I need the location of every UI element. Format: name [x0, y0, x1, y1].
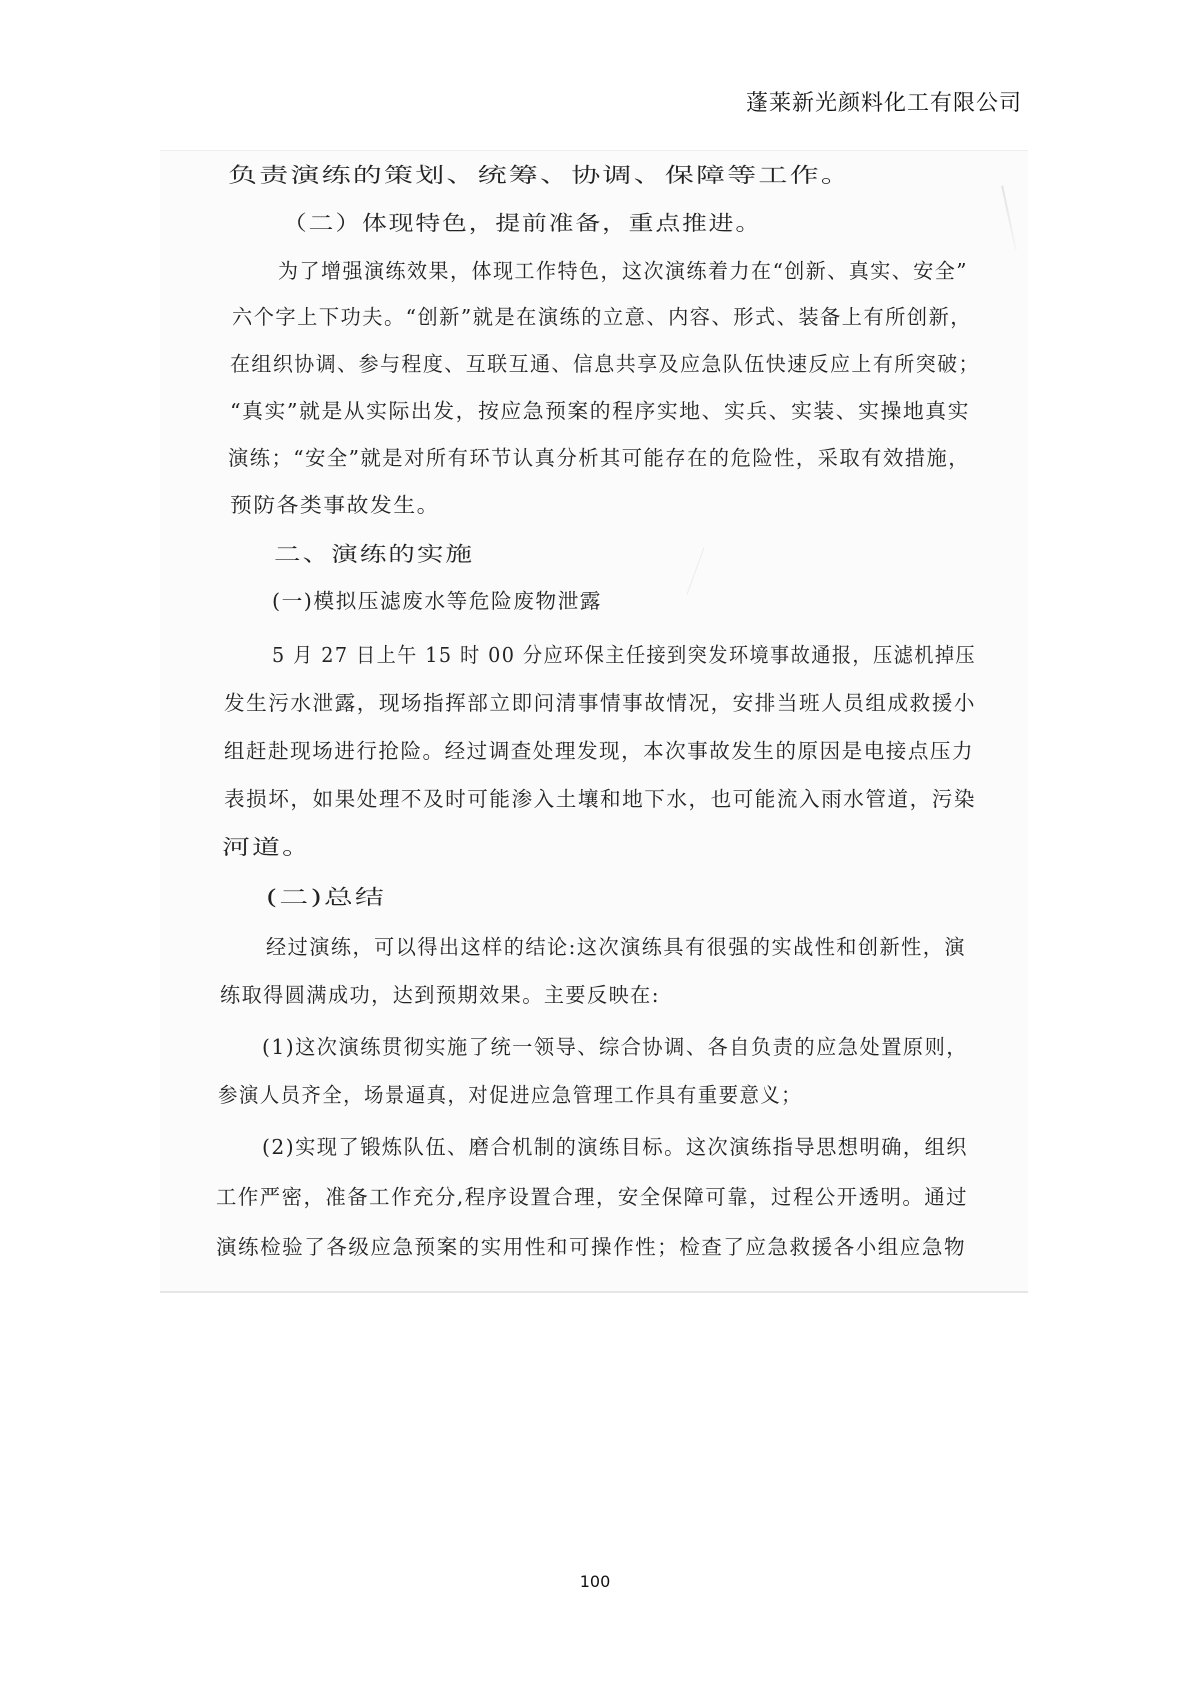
- body-line: 参演人员齐全，场景逼真，对促进应急管理工作具有重要意义；: [218, 1083, 803, 1107]
- body-line: “真实”就是从实际出发，按应急预案的程序实地、实兵、实装、实操地真实: [230, 399, 970, 423]
- body-line: (2)实现了锻炼队伍、磨合机制的演练目标。这次演练指导思想明确，组织: [262, 1135, 969, 1159]
- body-line: 发生污水泄露，现场指挥部立即问清事情事故情况，安排当班人员组成救援小: [224, 691, 976, 715]
- body-line: 5 月 27 日上午 15 时 00 分应环保主任接到突发环境事故通报，压滤机掉压: [272, 643, 977, 667]
- body-line: 演练检验了各级应急预案的实用性和可操作性；检查了应急救援各小组应急物: [216, 1235, 967, 1259]
- body-line: 演练；“安全”就是对所有环节认真分析其可能存在的危险性，采取有效措施，: [228, 446, 971, 470]
- body-line: 组赶赴现场进行抢险。经过调查处理发现，本次事故发生的原因是电接点压力: [224, 739, 975, 763]
- body-line: (1)这次演练贯彻实施了统一领导、综合协调、各自负责的应急处置原则，: [262, 1035, 969, 1059]
- body-line: 负责演练的策划、统筹、协调、保障等工作。: [228, 163, 853, 187]
- scan-edge-mark: [1001, 186, 1017, 251]
- body-line: 河道。: [222, 835, 312, 859]
- section-heading: 二、演练的实施: [274, 542, 474, 566]
- page-number: 100: [579, 1572, 611, 1591]
- body-line: 预防各类事故发生。: [230, 493, 440, 517]
- scan-crease-mark: [686, 547, 704, 594]
- body-line: 工作严密，准备工作充分,程序设置合理，安全保障可靠，过程公开透明。通过: [216, 1185, 969, 1209]
- company-header: 蓬莱新光颜料化工有限公司: [745, 91, 1022, 116]
- section-heading: (二)总结: [266, 885, 387, 909]
- body-line: 表损坏，如果处理不及时可能渗入土壤和地下水，也可能流入雨水管道，污染: [224, 787, 976, 811]
- body-line: 六个字上下功夫。“创新”就是在演练的立意、内容、形式、装备上有所创新，: [232, 305, 972, 329]
- section-heading: (一)模拟压滤废水等危险废物泄露: [272, 589, 603, 613]
- body-line: 练取得圆满成功，达到预期效果。主要反映在:: [220, 983, 661, 1007]
- section-heading: （二）体现特色，提前准备，重点推进。: [282, 211, 762, 235]
- body-line: 经过演练，可以得出这样的结论:这次演练具有很强的实战性和创新性，演: [266, 935, 967, 959]
- body-line: 在组织协调、参与程度、互联互通、信息共享及应急队伍快速反应上有所突破；: [230, 352, 980, 376]
- body-line: 为了增强演练效果，体现工作特色，这次演练着力在“创新、真实、安全”: [278, 259, 969, 283]
